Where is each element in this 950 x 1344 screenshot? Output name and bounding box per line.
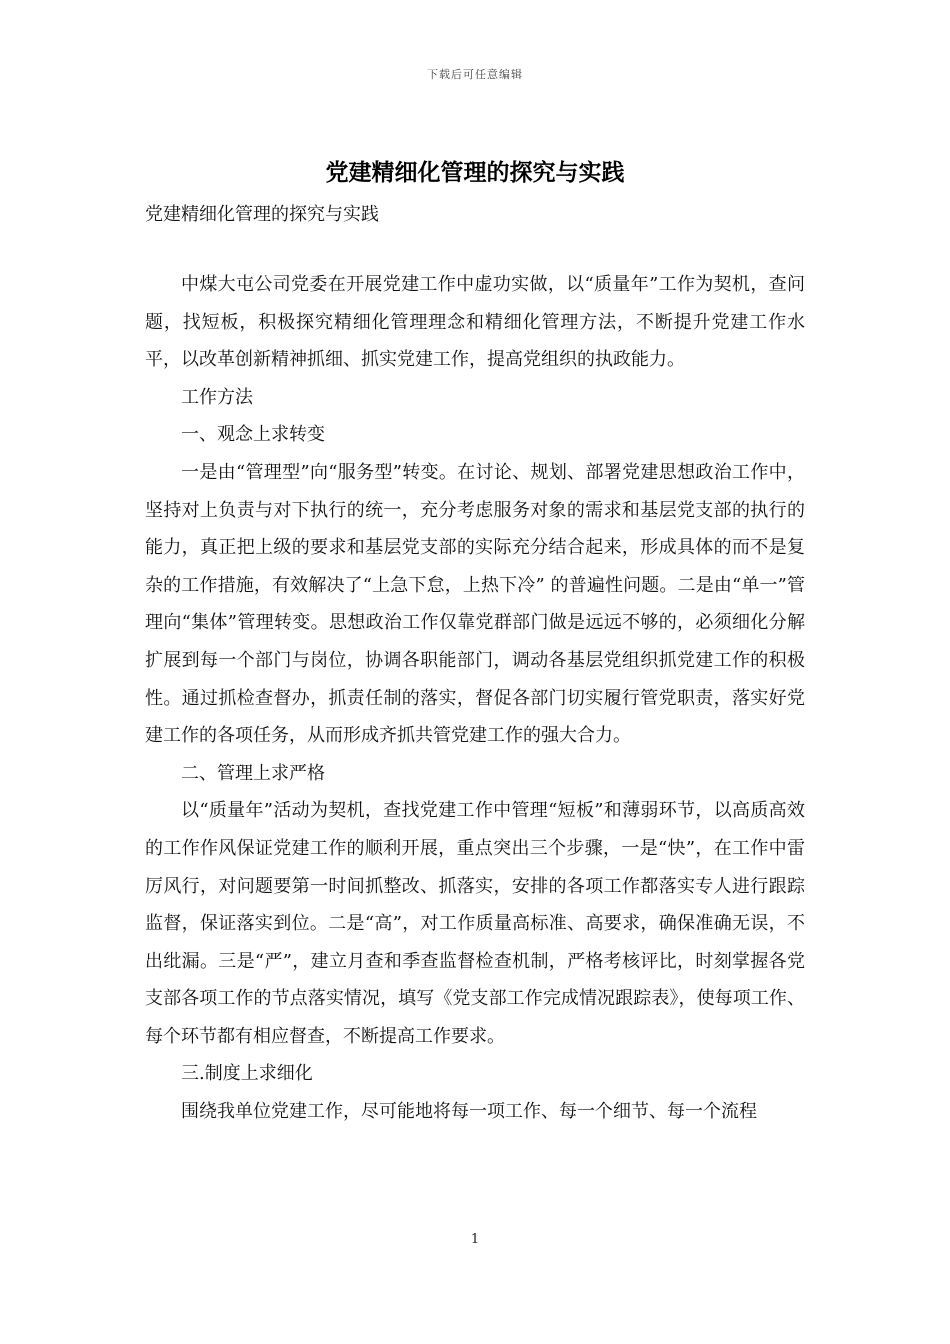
paragraph-intro: 中煤大屯公司党委在开展党建工作中虚功实做，以“质量年”工作为契机，查问题，找短板，积极探究精细化管理理念和精细化管理方法，不断提升党建工作水平，以改革创新精神抓细、抓实党建工作，提高党组织的执政能力。	[145, 274, 805, 371]
document-body	[145, 266, 805, 1131]
document-title: 党建精细化管理的探究与实践	[325, 159, 625, 186]
header-note: 下载后可任意编辑	[427, 68, 523, 81]
paragraph-section-1: 一是由“管理型”向“服务型”转变。在讨论、规划、部署党建思想政治工作中，坚持对上负责与对下执行的统一，充分考虑服务对象的需求和基层党支部的执行的能力，真正把上级的要求和基层党支部的实际充分结合起来，形成具体的而不是复杂的工作措施，有效解决了“上急下怠，上热下冷” 的普遍性问题。二是由“单一”管理向“集体”管理转变。思想政治工作仅靠党群部门做是远远不够的，必须细化分解扩展到每一个部门与岗位，协调各职能部门，调动各基层党组织抓党建工作的积极性。通过抓检查督办，抓责任制的落实，督促各部门切实履行管党职责，落实好党建工作的各项任务，从而形成齐抓共管党建工作的强大合力。	[145, 461, 805, 747]
heading-section-1: 一、观念上求转变	[181, 424, 325, 446]
paragraph-section-2: 以“质量年”活动为契机，查找党建工作中管理“短板”和薄弱环节，以高质高效的工作作风保证党建工作的顺利开展，重点突出三个步骤，一是“快”，在工作中雷厉风行，对问题要第一时间抓整改、抓落实，安排的各项工作都落实专人进行跟踪监督，保证落实到位。二是“高”，对工作质量高标准、高要求，确保准确无误，不出纰漏。三是“严”，建立月查和季查监督检查机制，严格考核评比，时刻掌握各党支部各项工作的节点落实情况，填写《党支部工作完成情况跟踪表》，使每项工作、每个环节都有相应督查，不断提高工作要求。	[145, 800, 805, 1047]
document-subtitle: 党建精细化管理的探究与实践	[145, 204, 379, 225]
heading-section-3: 三.制度上求细化	[181, 1063, 313, 1085]
page-number: 1	[470, 1232, 480, 1247]
heading-section-2: 二、管理上求严格	[181, 762, 325, 784]
heading-work-method: 工作方法	[181, 386, 253, 408]
paragraph-section-3: 围绕我单位党建工作，尽可能地将每一项工作、每一个细节、每一个流程	[181, 1101, 757, 1123]
